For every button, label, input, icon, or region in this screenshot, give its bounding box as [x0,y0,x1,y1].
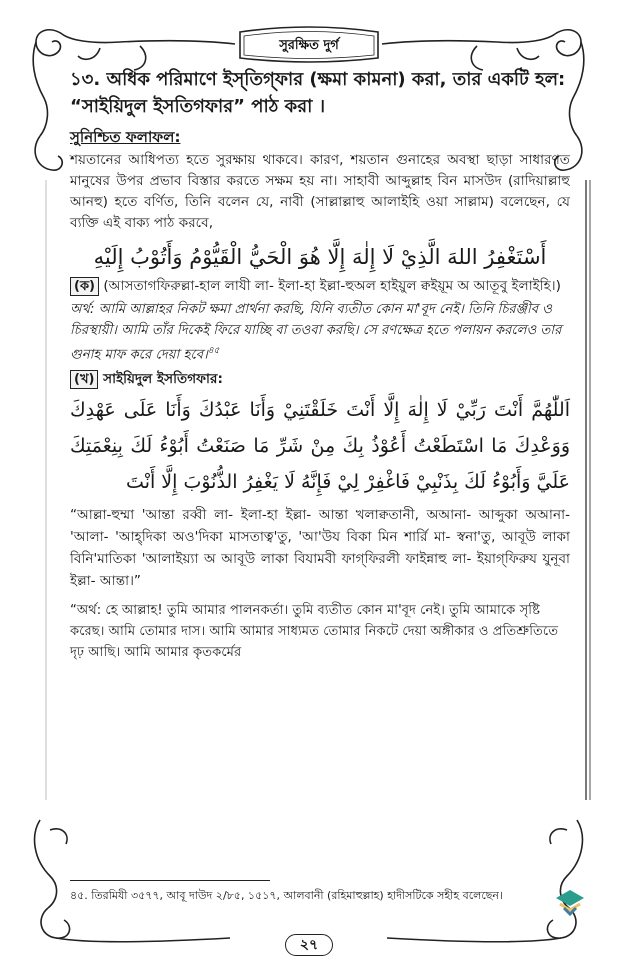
body-paragraph: শয়তানের আধিপত্য হতে সুরক্ষায় থাকবে। কারণ, শয়তান গুনাহের অবস্থা ছাড়া সাধারণত মানুষের উপর প্রভাব বিস্তার করতে সক্ষম হয় না। সাহাবী আব্দুল্লাহ বিন মাসউদ (রাদিয়াল্লাহু আনহু) হতে বর্ণিত, তিনি বলেন যে, নাবী (সাল্লাল্লাহু আলাইহি ওয়া সাল্লাম) বলেছেন, যে ব্যক্তি এই বাক্য পাঠ করবে, [70,152,570,231]
meaning-1-block [70,299,570,365]
footnote-text: ৪৫. তিরমিযী ৩৫৭৭, আবূ দাউদ ২/৮৫, ১৫১৭, আলবানী (রহিমাহুল্লাহ) হাদীসটিকে সহীহ বলেছেন। [70,889,503,902]
page-number: ২৭ [299,937,319,953]
arabic-dua-1: أَسْتَغْفِرُ اللهَ الَّذِيْ لَا إِلٰهَ إِلَّا هُوَ الْحَيُّ الْقَيُّوْمُ وَأَتُوْبُ إِلَيْهِ [93,245,547,269]
label-kha-badge: (খ) [70,370,98,389]
footnote-divider [70,880,270,881]
subheading-2: সাইয়িদুল ইসতিগফার: [103,371,223,388]
sayyidul-istighfar-heading [70,369,570,390]
meaning-1: অর্থ: আমি আল্লাহর নিকট ক্ষমা প্রার্থনা করছি, যিনি ব্যতীত কোন মা'বূদ নেই। তিনি চিরঞ্জীব ও চিরস্থায়ী। আমি তাঁর দিকেই ফিরে যাচ্ছি বা তওবা করছি। সে রণক্ষেত্র হতে পলায়ন করলেও তার গুনাহ মাফ করে দেয়া হবে। [70,302,562,363]
transliteration-1: (আসতাগফিরুল্লা-হাল লাযী লা- ইলা-হা ইল্লা-হুঅল হাইয়ুল ক্বইয়ূম অ আতূবু ইলাইহি।) [103,278,561,294]
label-ka-badge: (ক) [70,277,99,296]
section-heading: ১৩. অধিক পরিমাণে ইস্‌তিগ্‌ফার (ক্ষমা কামনা) করা, তার একটি হল: “সাইয়িদুল ইসতিগফার” পাঠ করা । [70,69,566,117]
running-header-title: সুরক্ষিত দুর্গ [279,38,339,53]
footnote-reference: ৪৫ [207,346,220,356]
transliteration-1-block [70,276,570,297]
arabic-dua-2: اَللّٰهُمَّ أَنْتَ رَبِّيْ لَا إِلٰهَ إِلَّا أَنْتَ خَلَقْتَنِيْ وَأَنَا عَبْدُكَ وَأَنَا عَلَى عَهْدِكَ وَوَعْدِكَ مَا اسْتَطَعْتُ أَعُوْذُ بِكَ مِنْ شَرِّ مَا صَنَعْتُ أَبُوْءُ لَكَ بِنِعْمَتِكَ عَلَيَّ وَأَبُوْءُ لَكَ بِذَنْبِيْ فَاغْفِرْ لِيْ فَإِنَّهُ لَا يَغْفِرُ الذُّنُوْبَ إِلَّا أَنْتَ [70,399,570,494]
main-content [70,66,570,667]
result-subheading: সুনিশ্চিত ফলাফল: [70,128,181,146]
publisher-logo-icon [550,880,590,920]
meaning-2: “অর্থ: হে আল্লাহ! তুমি আমার পালনকর্তা। তুমি ব্যতীত কোন মা'বূদ নেই। তুমি আমাকে সৃষ্টি করেছ। আমি তোমার দাস। আমি আমার সাধ্যমত তোমার নিকটে দেয়া অঙ্গীকার ও প্রতিশ্রুতিতে দৃঢ় আছি। আমি আমার কৃতকর্মের [70,603,559,661]
transliteration-2: “আল্লা-হুম্মা 'আন্তা রব্বী লা- ইলা-হা ইল্লা- আন্তা খলাক্বতানী, অআনা- আব্দুকা অআনা- 'আলা- 'আহ্‌দিকা অও'দিকা মাসতাত্ব'তু, 'আ'উয বিকা মিন শার্রি মা- স্বনা'তু, আবূউ লাকা বিনি'মাতিকা 'আলাইয়্যা অ আবূউ লাকা বিযামবী ফাগ্‌ফিরলী ফাইন্নাহু লা- ইয়াগ্‌ফিরুয যুনূবা ইল্লা- আন্তা।” [70,507,570,590]
